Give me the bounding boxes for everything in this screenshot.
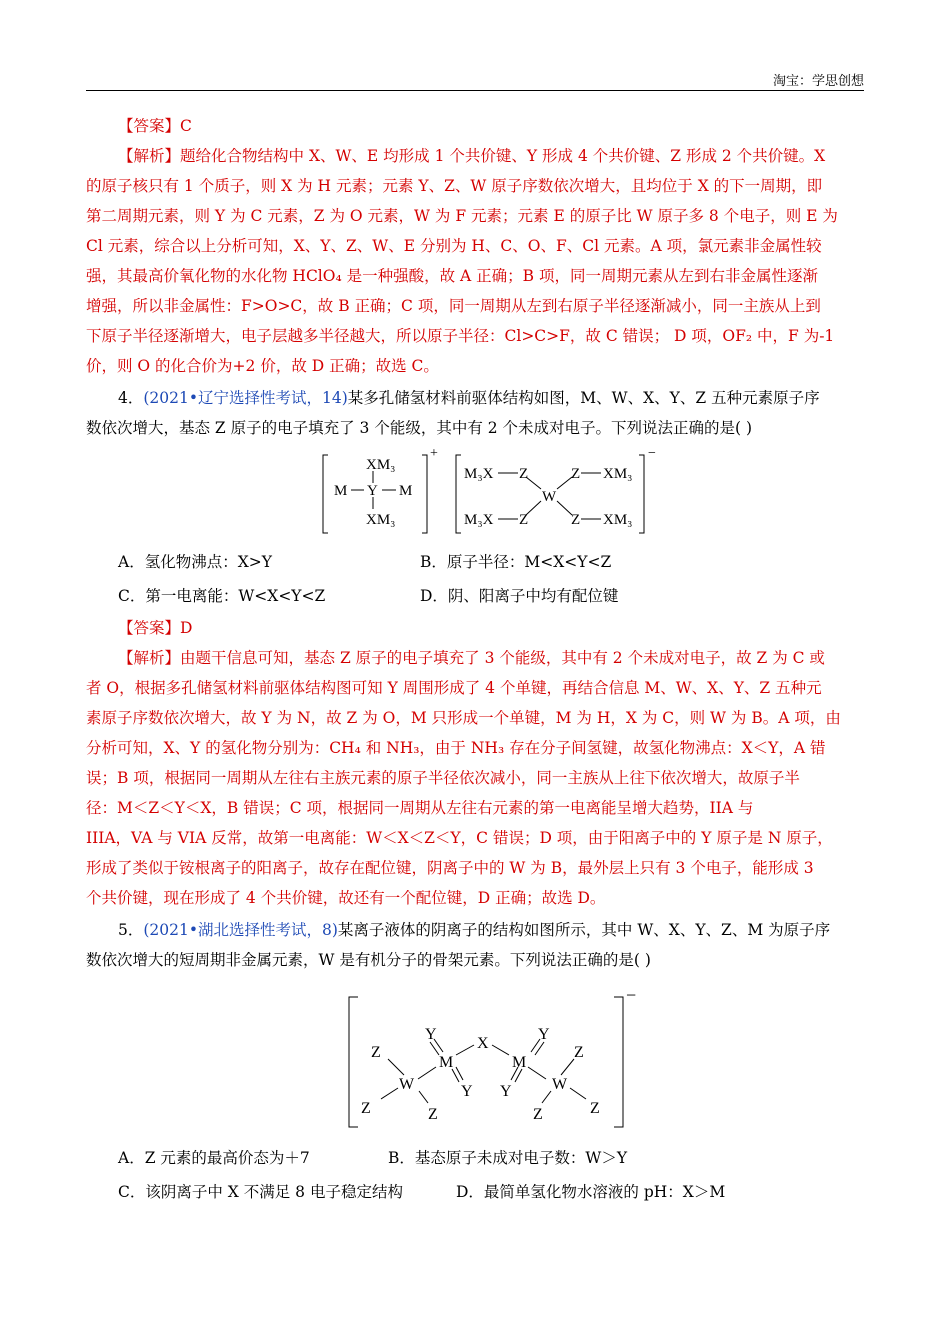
q4-structure-figure [86,445,864,545]
header-text: 淘宝：学思创想 [772,74,864,89]
q5-atom-y: Y [500,1083,512,1100]
q4-analysis-line-2: 者 O，根据多孔储氢材料前驱体结构图可知 Y 周围形成了 4 个单键，再结合信息 M、W、X、Y、Z 五种元 [86,679,822,697]
q4-analysis-line-8: 形成了类似于铵根离子的阳离子，故存在配位键，阴离子中的 W 为 B，最外层上只有 3 个电子，能形成 3 [86,859,814,877]
q3-analysis-line-3: 第二周期元素，则 Y 为 C 元素，Z 为 O 元素，W 为 F 元素；元素 E 的原子比 W 原子多 8 个电子，则 E 为 [86,207,838,225]
q5-option-c[interactable]: C．该阴离子中 X 不满足 8 电子稳定结构 [118,1183,403,1201]
q4-analysis-line-6: 径：M＜Z＜Y＜X，B 错误；C 项，根据同一周期从左往右元素的第一电离能呈增大趋势，IIA 与 [86,799,754,817]
q5-stem-line-1: 5．(2021•湖北选择性考试，8)某离子液体的阴离子的结构如图所示，其中 W、X、Y、Z、M 为原子序 [118,921,831,939]
q4-cation-charge: + [430,446,438,461]
q5-atom-y: Y [461,1083,473,1100]
q4-anion-charge: − [648,446,656,461]
q3-analysis-line-5: 强，其最高价氧化物的水化物 HClO₄ 是一种强酸，故 A 正确；B 项，同一周期元素从左到右非金属性逐渐 [86,267,818,285]
q5-option-d[interactable]: D．最简单氢化物水溶液的 pH：X＞M [456,1183,726,1201]
q5-atom-x: X [477,1035,489,1052]
q4-option-c[interactable]: C．第一电离能：W<X<Y<Z [118,587,326,605]
q4-stem-line-2: 数依次增大，基态 Z 原子的电子填充了 3 个能级，其中有 2 个未成对电子。下列说法正确的是( ) [86,419,753,437]
q5-structure-figure [86,985,864,1135]
q4-stem-line-1: 4．(2021•辽宁选择性考试，14)某多孔储氢材料前驱体结构如图，M、W、X、Y、Z 五种元素原子序 [118,389,820,407]
q4-cation-right: M [399,483,413,499]
q3-analysis-line-1: 【解析】题给化合物结构中 X、W、E 均形成 1 个共价键、Y 形成 4 个共价键、Z 形成 2 个共价键。X [118,147,826,165]
q5-stem-line-2: 数依次增大的短周期非金属元素，W 是有机分子的骨架元素。下列说法正确的是( ) [86,951,651,969]
q5-option-a[interactable]: A．Z 元素的最高价态为＋7 [118,1149,310,1167]
q5-atom-y: Y [538,1026,550,1043]
q4-analysis-head: 【解析】 [118,649,181,667]
q4-anion-z: Z [519,512,529,528]
q4-option-b[interactable]: B．原子半径：M<X<Y<Z [420,553,612,571]
q4-option-a[interactable]: A．氢化物沸点：X>Y [118,553,272,571]
q4-anion-bottom-left: M₃X [464,512,494,528]
q3-analysis-line-2: 的原子核只有 1 个质子，则 X 为 H 元素；元素 Y、Z、W 原子序数依次增大，且均位于 X 的下一周期，即 [86,177,823,195]
q4-options-row-2 [86,579,864,613]
q5-atom-z: Z [574,1044,584,1061]
page-header [86,68,864,91]
q4-anion-z: Z [519,466,529,482]
q5-atom-z: Z [361,1100,371,1117]
q4-source: (2021•辽宁选择性考试，14) [143,389,348,407]
q5-options-row-1 [86,1141,864,1175]
q3-analysis-line-6: 增强，所以非金属性：F>O>C，故 B 正确；C 项，同一周期从左到右原子半径逐渐减小，同一主族从上到 [86,297,821,315]
q4-analysis-line-1: 【解析】由题干信息可知，基态 Z 原子的电子填充了 3 个能级，其中有 2 个未成对电子，故 Z 为 C 或 [118,649,825,667]
page-content [86,100,864,1209]
q4-cation-center: Y [367,483,378,499]
q4-cation-left: M [334,483,348,499]
q5-atom-w: W [552,1076,568,1093]
q5-option-b[interactable]: B．基态原子未成对电子数：W＞Y [388,1149,628,1167]
q3-analysis-line-7: 下原子半径逐渐增大，电子层越多半径越大，所以原子半径：Cl>C>F，故 C 错误； D 项，OF₂ 中，F 为-1 [86,327,835,345]
q4-anion-z: Z [571,512,581,528]
q5-atom-m: M [512,1054,527,1071]
q4-anion-top-right: XM₃ [603,466,633,482]
q5-atom-z: Z [590,1100,600,1117]
q4-options-row-1 [86,545,864,579]
q4-answer: 【答案】D [118,619,193,637]
q4-analysis-line-3: 素原子序数依次增大，故 Y 为 N，故 Z 为 O，M 只形成一个单键，M 为 H，X 为 C，则 W 为 B。A 项，由 [86,709,841,727]
q4-option-d[interactable]: D．阴、阳离子中均有配位键 [420,587,619,605]
q3-analysis-head: 【解析】 [118,147,181,165]
q4-analysis-line-9: 个共价键，现在形成了 4 个共价键，故还有一个配位键，D 正确；故选 D。 [86,889,606,907]
q5-options-row-2 [86,1175,864,1209]
q4-cation-top: XM₃ [366,457,396,473]
q5-atom-z: Z [371,1044,381,1061]
q5-atom-z: Z [428,1106,438,1123]
q4-analysis-line-7: IIIA，VA 与 VIA 反常，故第一电离能：W＜X＜Z＜Y，C 错误；D 项，由于阳离子中的 Y 原子是 N 原子， [86,829,833,847]
q4-analysis-line-4: 分析可知，X、Y 的氢化物分别为：CH₄ 和 NH₃，由于 NH₃ 存在分子间氢键，故氢化物沸点：X＜Y，A 错 [86,739,826,757]
q5-atom-y: Y [425,1026,437,1043]
q4-anion-top-left: M₃X [464,466,494,482]
q5-atom-z: Z [533,1106,543,1123]
q5-atom-w: W [399,1076,415,1093]
q4-anion-z: Z [571,466,581,482]
q4-anion-center: W [542,489,557,505]
q5-atom-m: M [439,1054,454,1071]
q4-anion-bottom-right: XM₃ [603,512,633,528]
q3-analysis-line-8: 价，则 O 的化合价为+2 价，故 D 正确；故选 C。 [86,357,439,375]
q3-answer: 【答案】C [118,117,192,135]
q5-source: (2021•湖北选择性考试，8) [143,921,338,939]
q4-cation-bottom: XM₃ [366,512,396,528]
q3-analysis-line-4: Cl 元素，综合以上分析可知，X、Y、Z、W、E 分别为 H、C、O、F、Cl 元素。A 项，氯元素非金属性较 [86,237,822,255]
q4-analysis-line-5: 误；B 项，根据同一周期从左往右主族元素的原子半径依次减小，同一主族从上往下依次增大，故原子半 [86,769,800,787]
q5-charge: − [626,985,637,1005]
